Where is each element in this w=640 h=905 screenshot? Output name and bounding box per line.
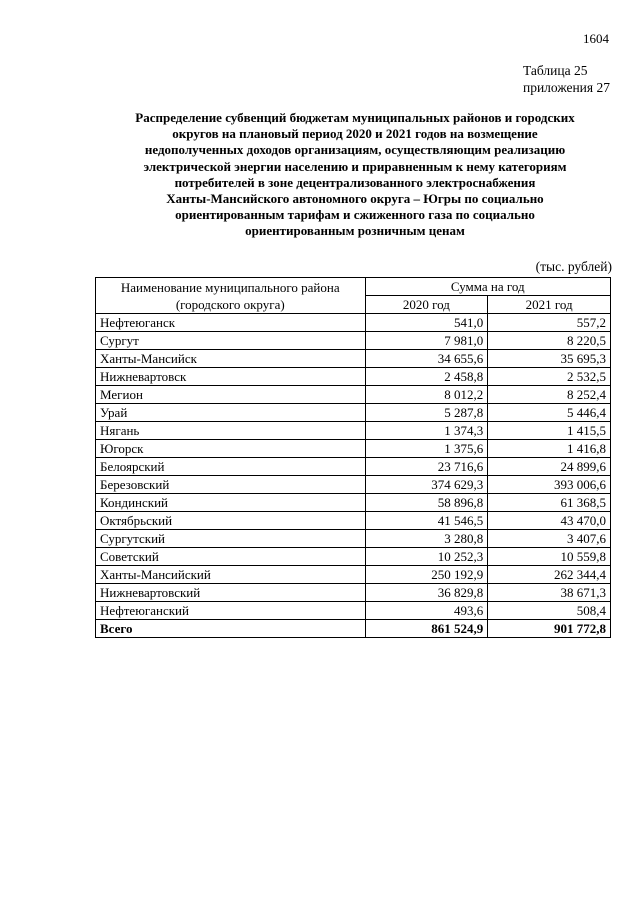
value-2021-cell: 2 532,5 <box>488 368 611 386</box>
total-2020-cell: 861 524,9 <box>365 620 488 638</box>
value-2020-cell: 58 896,8 <box>365 494 488 512</box>
district-name-cell: Ханты-Мансийск <box>96 350 366 368</box>
total-row <box>96 620 611 638</box>
value-2020-cell: 541,0 <box>365 314 488 332</box>
district-name-cell: Югорск <box>96 440 366 458</box>
page-number: 1604 <box>583 31 609 46</box>
table-row <box>96 314 611 332</box>
district-name-cell: Сургутский <box>96 530 366 548</box>
value-2020-cell: 374 629,3 <box>365 476 488 494</box>
value-2021-cell: 24 899,6 <box>488 458 611 476</box>
table-row <box>96 476 611 494</box>
value-2020-cell: 2 458,8 <box>365 368 488 386</box>
value-2021-cell: 38 671,3 <box>488 584 611 602</box>
district-name-cell: Урай <box>96 404 366 422</box>
name-header-line: (городского округа) <box>175 296 285 312</box>
table-reference <box>523 62 610 96</box>
year-2021-header: 2021 год <box>488 296 611 314</box>
value-2021-cell: 61 368,5 <box>488 494 611 512</box>
district-name-cell: Нижневартовск <box>96 368 366 386</box>
value-2020-cell: 8 012,2 <box>365 386 488 404</box>
table-header-row <box>96 278 611 296</box>
table-row <box>96 566 611 584</box>
unit-label: (тыс. рублей) <box>535 259 612 274</box>
table-row <box>96 350 611 368</box>
table-row <box>96 458 611 476</box>
value-2020-cell: 3 280,8 <box>365 530 488 548</box>
value-2021-cell: 1 416,8 <box>488 440 611 458</box>
value-2020-cell: 36 829,8 <box>365 584 488 602</box>
table-row <box>96 584 611 602</box>
appendix-reference: приложения 27 <box>522 80 610 95</box>
value-2020-cell: 250 192,9 <box>365 566 488 584</box>
value-2021-cell: 393 006,6 <box>488 476 611 494</box>
sum-column-header: Сумма на год <box>365 278 611 296</box>
district-name-cell: Октябрьский <box>96 512 366 530</box>
district-name-cell: Нягань <box>96 422 366 440</box>
table-body <box>96 314 611 638</box>
table-row <box>96 602 611 620</box>
table-row <box>96 494 611 512</box>
title-line: ориентированным розничным ценам <box>245 223 465 239</box>
district-name-cell: Нефтеюганский <box>96 602 366 620</box>
value-2020-cell: 1 375,6 <box>365 440 488 458</box>
value-2021-cell: 8 220,5 <box>488 332 611 350</box>
district-name-cell: Нижневартовский <box>96 584 366 602</box>
value-2020-cell: 41 546,5 <box>365 512 488 530</box>
subvention-table <box>95 277 611 638</box>
value-2021-cell: 35 695,3 <box>488 350 611 368</box>
district-name-cell: Березовский <box>96 476 366 494</box>
table-row <box>96 368 611 386</box>
district-name-cell: Мегион <box>96 386 366 404</box>
table-row <box>96 332 611 350</box>
total-2021-cell: 901 772,8 <box>488 620 611 638</box>
value-2021-cell: 8 252,4 <box>488 386 611 404</box>
value-2021-cell: 10 559,8 <box>488 548 611 566</box>
table-row <box>96 440 611 458</box>
table-row <box>96 404 611 422</box>
district-name-cell: Ханты-Мансийский <box>96 566 366 584</box>
value-2021-cell: 43 470,0 <box>488 512 611 530</box>
name-header-line: Наименование муниципального района <box>120 279 340 295</box>
value-2020-cell: 493,6 <box>365 602 488 620</box>
table-row <box>96 548 611 566</box>
title-line: потребителей в зоне децентрализованного электроснабжения <box>174 174 536 190</box>
table-row <box>96 386 611 404</box>
value-2021-cell: 5 446,4 <box>488 404 611 422</box>
district-name-cell: Кондинский <box>96 494 366 512</box>
value-2021-cell: 1 415,5 <box>488 422 611 440</box>
table-number: Таблица 25 <box>522 63 588 78</box>
value-2021-cell: 3 407,6 <box>488 530 611 548</box>
name-column-header <box>96 278 366 314</box>
value-2020-cell: 7 981,0 <box>365 332 488 350</box>
district-name-cell: Белоярский <box>96 458 366 476</box>
title-line: ориентированным тарифам и сжиженного газа по социально <box>175 207 535 223</box>
value-2020-cell: 34 655,6 <box>365 350 488 368</box>
value-2020-cell: 1 374,3 <box>365 422 488 440</box>
title-line: Распределение субвенций бюджетам муниципальных районов и городских <box>135 110 575 125</box>
value-2020-cell: 23 716,6 <box>365 458 488 476</box>
document-title <box>95 110 615 240</box>
title-line: электрической энергии населению и приравненным к нему категориям <box>143 158 567 174</box>
year-2020-header: 2020 год <box>365 296 488 314</box>
district-name-cell: Советский <box>96 548 366 566</box>
value-2020-cell: 5 287,8 <box>365 404 488 422</box>
table-row <box>96 422 611 440</box>
value-2021-cell: 262 344,4 <box>488 566 611 584</box>
value-2021-cell: 557,2 <box>488 314 611 332</box>
table-row <box>96 512 611 530</box>
district-name-cell: Нефтеюганск <box>96 314 366 332</box>
district-name-cell: Сургут <box>96 332 366 350</box>
title-line: Ханты-Мансийского автономного округа – Югры по социально <box>166 191 544 207</box>
total-label-cell: Всего <box>96 620 366 638</box>
table-row <box>96 530 611 548</box>
title-line: округов на плановый период 2020 и 2021 годов на возмещение <box>172 126 538 142</box>
title-line: недополученных доходов организациям, осуществляющим реализацию <box>144 142 566 158</box>
value-2021-cell: 508,4 <box>488 602 611 620</box>
value-2020-cell: 10 252,3 <box>365 548 488 566</box>
